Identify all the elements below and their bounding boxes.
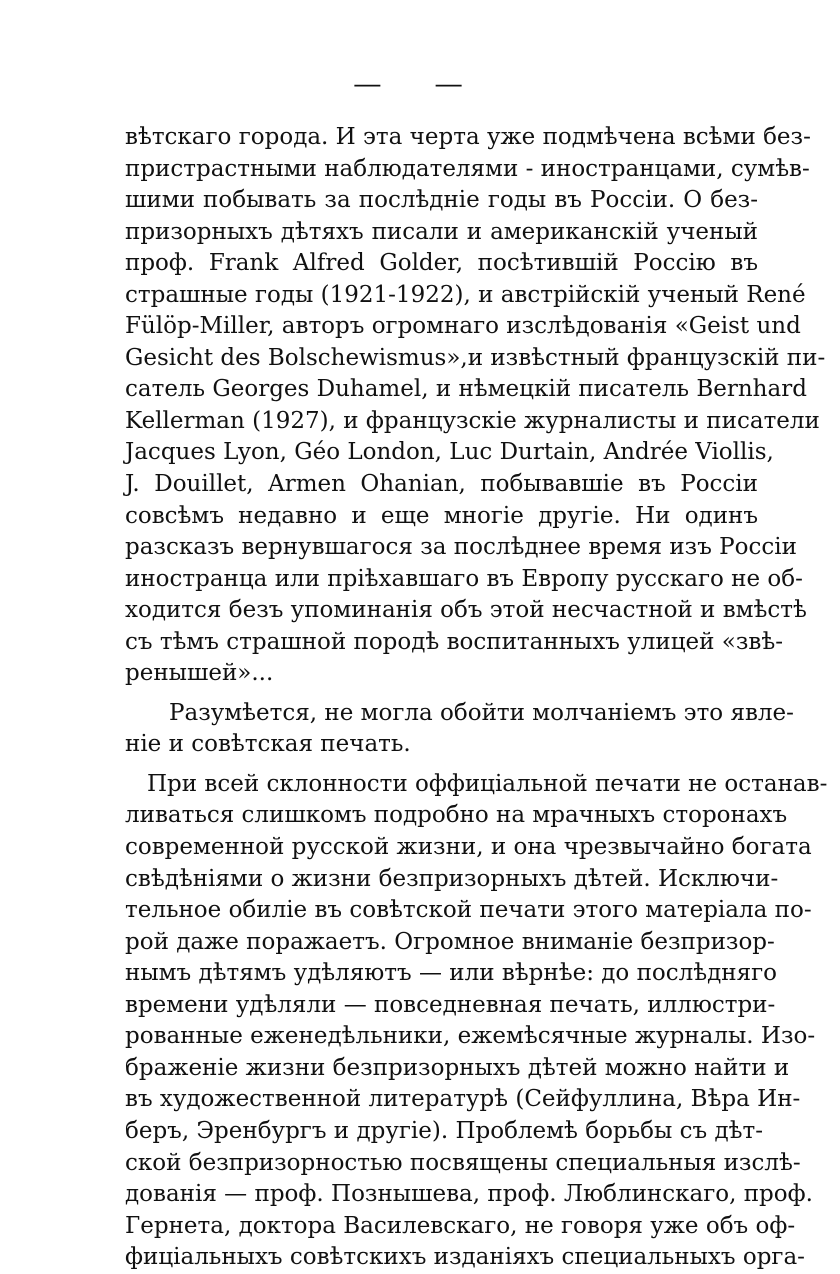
text-line: шими побывать за послѣднiе годы въ Россiи. О без- <box>125 187 758 214</box>
text-line: Гернета, доктора Василевскаго, не говоря уже объ оф- <box>125 1212 796 1239</box>
text-line: современной русской жизни, и она чрезвычайно богата <box>125 834 812 861</box>
text-line: ской безпризорностью посвящены специальныя изслѣ- <box>125 1149 801 1176</box>
text-line: разсказъ вернувшагося за послѣднее время изъ Россiи <box>125 534 797 561</box>
text-line: браженiе жизни безпризорныхъ дѣтей можно найти и <box>125 1054 790 1081</box>
text-line: дованiя — проф. Познышева, проф. Люблинскаго, проф. <box>125 1181 813 1208</box>
text-line: въ художественной литературѣ (Сейфуллина, Вѣра Ин- <box>125 1086 801 1113</box>
page-header: — — <box>354 68 486 98</box>
text-line: Jacques Lyon, Géo London, Luc Durtain, Andrée Viollis, <box>125 439 774 466</box>
text-line: Gesicht des Bolschewismus»,и извѣстный французскiй пи- <box>125 344 826 371</box>
text-line: При всей склонности оффицiальной печати не останав- <box>147 770 828 797</box>
text-line: фицiальныхъ совѣтскихъ изданiяхъ специальныхъ орга- <box>125 1244 805 1271</box>
text-line: призорныхъ дѣтяхъ писали и американскiй ученый <box>125 218 758 245</box>
text-line: ренышей»... <box>125 660 274 687</box>
text-line: беръ, Эренбургъ и другiе). Проблемѣ борьбы съ дѣт- <box>125 1117 763 1144</box>
text-line: Fülöp-Miller, авторъ огромнаго изслѣдованiя «Geist und <box>125 313 801 340</box>
text-line: Разумѣется, не могла обойти молчанiемъ это явле- <box>169 699 794 726</box>
text-line: рованные еженедѣльники, ежемѣсячные журналы. Изо- <box>125 1023 816 1050</box>
text-line: J. Douillet, Armen Ohanian, побывавшiе въ Россiи <box>125 471 758 498</box>
text-line: иностранца или прiѣхавшаго въ Европу русскаго не об- <box>125 565 803 592</box>
text-line: сатель Georges Duhamel, и нѣмецкiй писатель Bernhard <box>125 376 807 403</box>
text-line: совсѣмъ недавно и еще многiе другiе. Ни одинъ <box>125 502 758 529</box>
text-line: вѣтскаго города. И эта черта уже подмѣчена всѣми без- <box>125 124 811 150</box>
text-line: Kellerman (1927), и французскiе журналисты и писатели <box>125 407 820 434</box>
text-line: страшные годы (1921-1922), и австрiйскiй ученый René <box>125 281 806 308</box>
text-line: времени удѣляли — повседневная печать, иллюстри- <box>125 991 776 1018</box>
text-line: нiе и совѣтская печать. <box>125 731 411 758</box>
text-line: рой даже поражаетъ. Огромное вниманiе безпризор- <box>125 928 775 955</box>
text-line: свѣдѣнiями о жизни безпризорныхъ дѣтей. Исключи- <box>125 865 779 892</box>
text-line: ливаться слишкомъ подробно на мрачныхъ сторонахъ <box>125 802 788 829</box>
body-text <box>125 122 828 1274</box>
text-line: пристрастными наблюдателями - иностранцами, сумѣв- <box>125 155 810 182</box>
text-line: тельное обилiе въ совѣтской печати этого матерiала по- <box>125 897 812 924</box>
text-line: ходится безъ упоминанiя объ этой несчастной и вмѣстѣ <box>125 597 807 624</box>
text-line: проф. Frank Alfred Golder, посѣтившiй Россiю въ <box>125 250 758 277</box>
text-line: съ тѣмъ страшной породѣ воспитанныхъ улицей «звѣ- <box>125 628 783 655</box>
text-line: нымъ дѣтямъ удѣляютъ — или вѣрнѣе: до послѣдняго <box>125 960 778 987</box>
